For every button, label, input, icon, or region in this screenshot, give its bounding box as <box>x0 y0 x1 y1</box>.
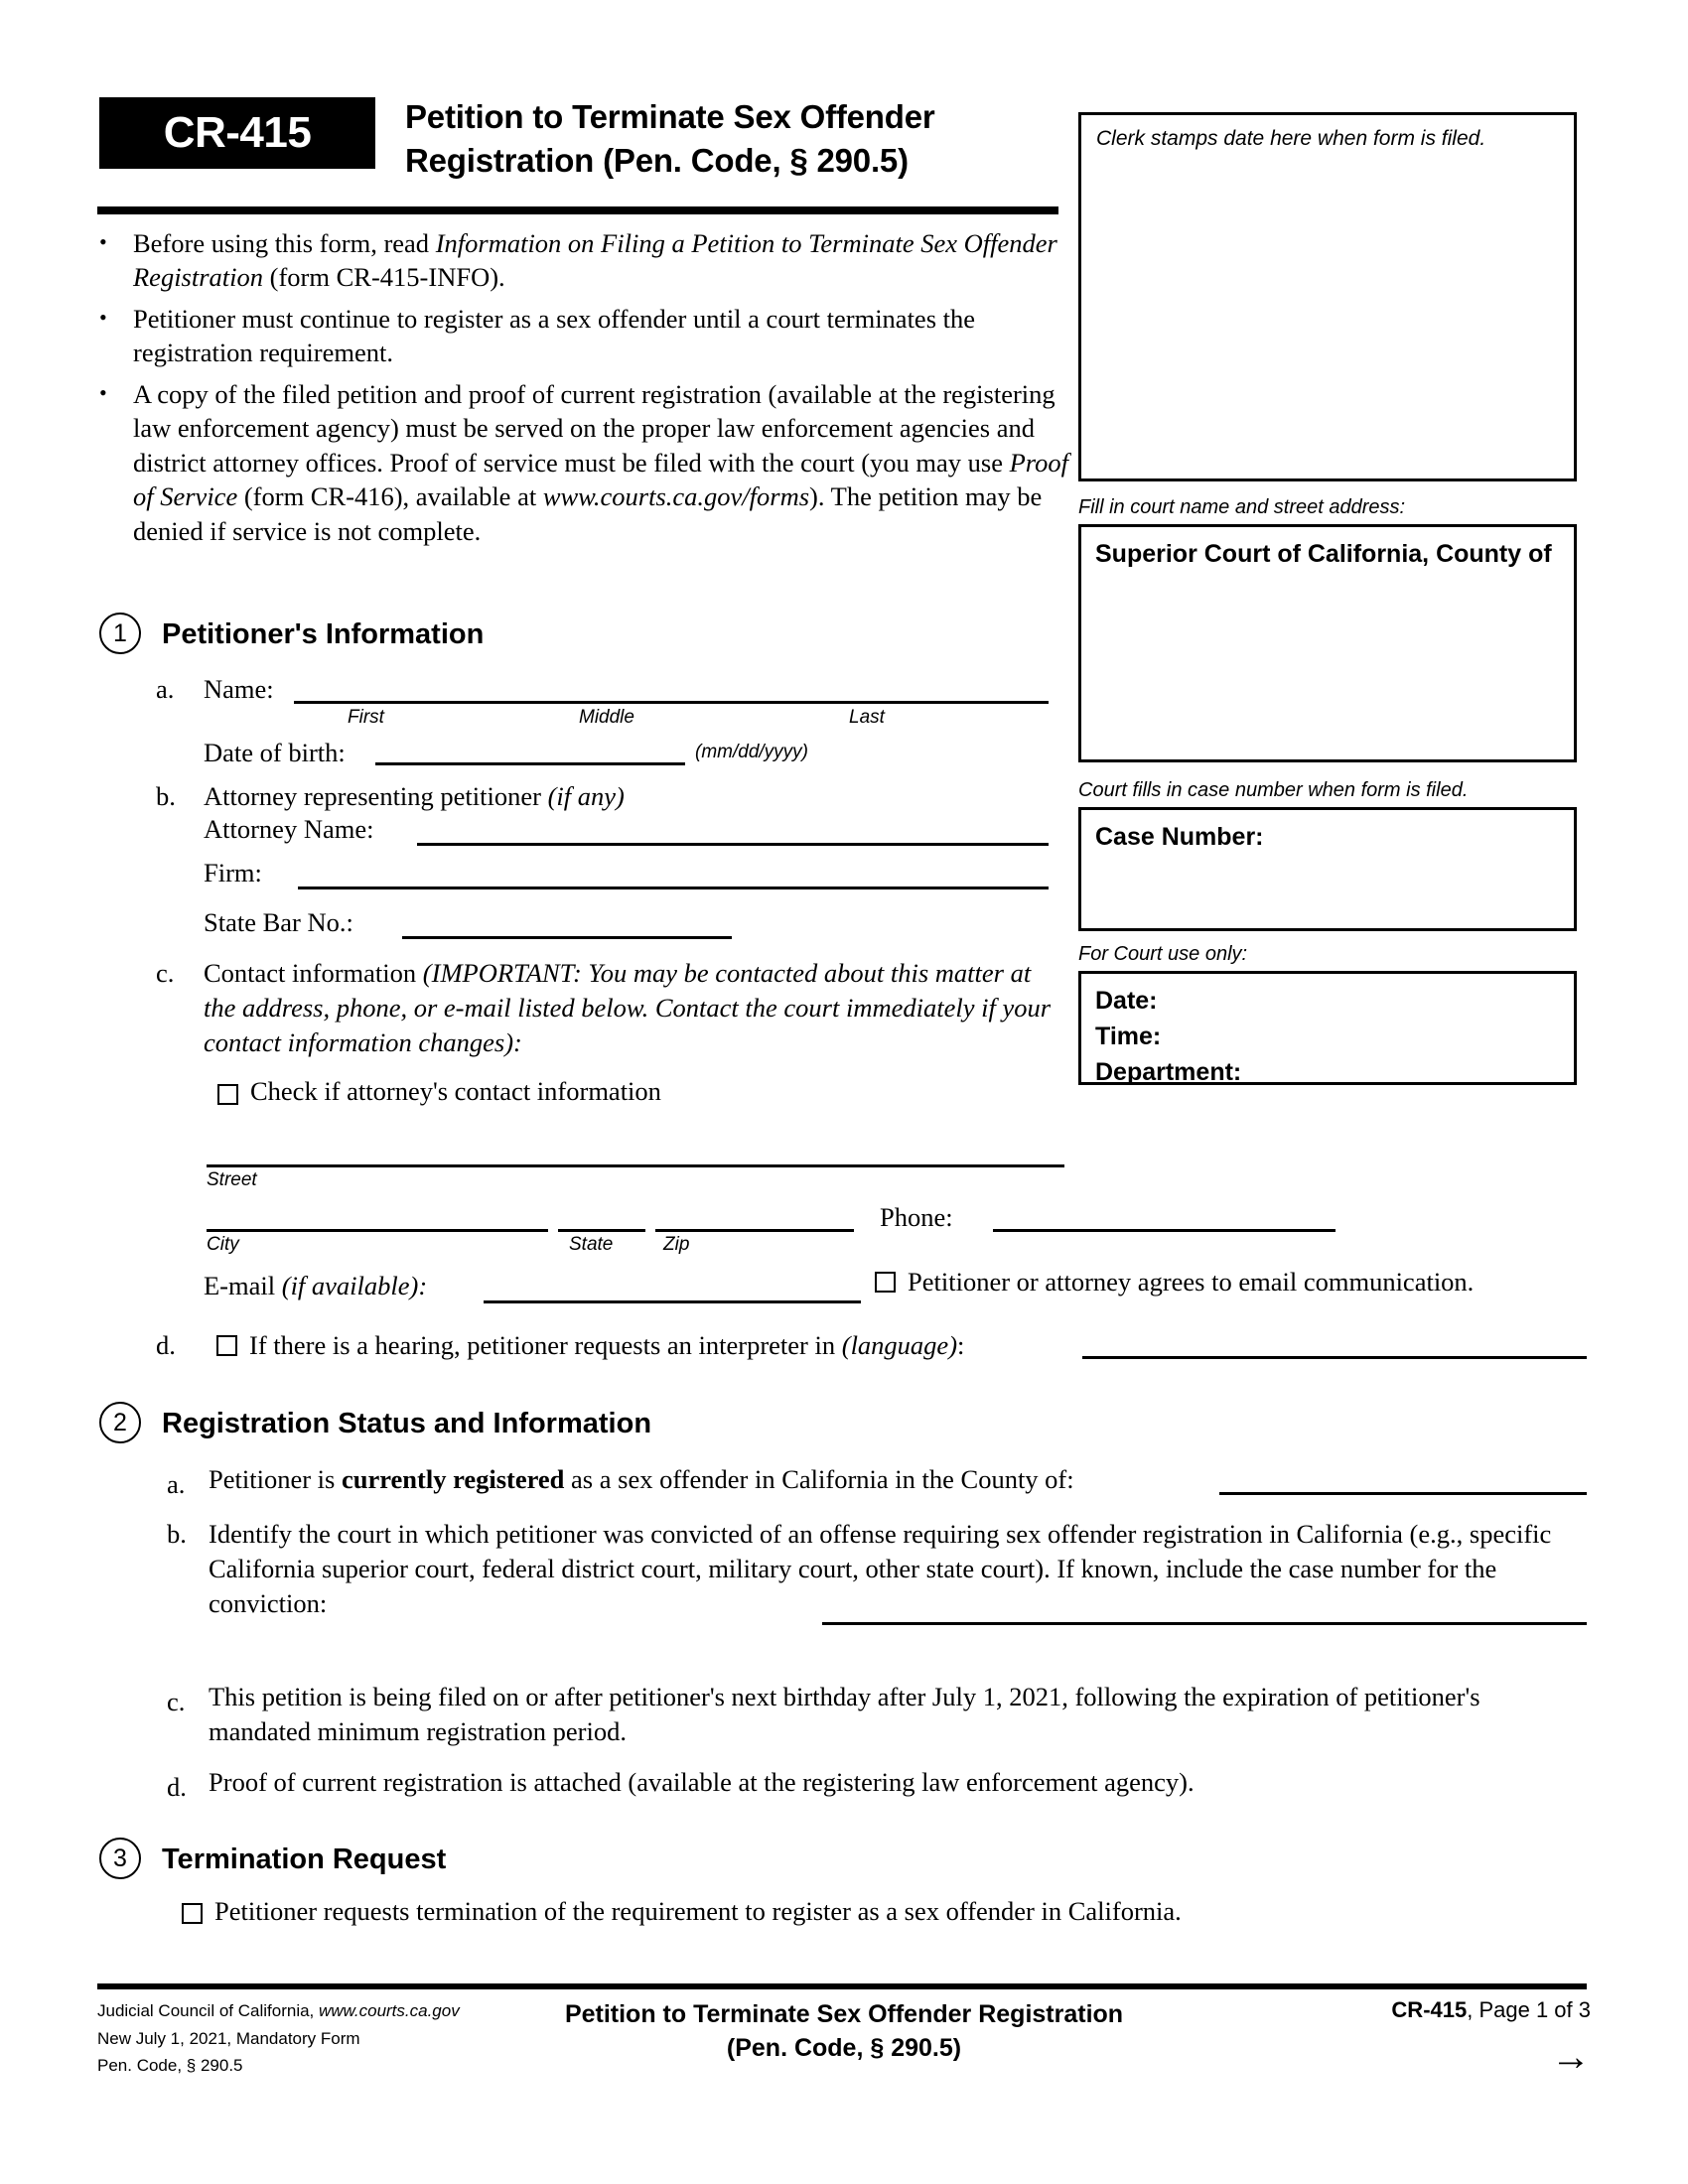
termination-request-checkbox[interactable] <box>182 1903 203 1924</box>
phone-label: Phone: <box>880 1202 953 1232</box>
bullet-icon: • <box>99 379 107 405</box>
bullet-icon: • <box>99 304 107 330</box>
form-title-line2: Registration (Pen. Code, § 290.5) <box>405 141 909 179</box>
item-2a-label: a. <box>167 1469 186 1499</box>
court-use-time: Time: <box>1095 1023 1162 1050</box>
termination-request-label: Petitioner requests termination of the requirement to register as a sex offender in California. <box>214 1896 1182 1926</box>
item-2b-text: Identify the court in which petitioner was convicted of an offense requiring sex offender registration in California (e.g., specific California superior court, federal district court, military court, other state court). If known, include the case number for the conviction: <box>209 1519 1552 1619</box>
footer-title-line1: Petition to Terminate Sex Offender Registration <box>564 2000 1124 2028</box>
court-use-label: For Court use only: <box>1078 943 1248 965</box>
page-title <box>405 95 1060 182</box>
item-2a-text: Petitioner is currently registered as a sex offender in California in the County of: <box>209 1464 1074 1494</box>
instructions-list <box>97 226 1070 555</box>
list-item <box>97 302 1070 370</box>
form-number-badge <box>99 97 375 169</box>
item-1a-label: a. <box>156 674 175 704</box>
footer-website: www.courts.ca.gov <box>319 2001 460 2020</box>
attorney-heading <box>204 779 625 813</box>
item-1b-label: b. <box>156 781 176 811</box>
attorney-heading-text: Attorney representing petitioner <box>204 781 548 811</box>
name-label: Name: <box>204 674 274 704</box>
firm-input[interactable] <box>298 887 1049 889</box>
contact-heading <box>204 956 1053 1061</box>
court-use-date: Date: <box>1095 987 1158 1015</box>
court-name-box[interactable] <box>1078 524 1577 762</box>
section-2-heading: Registration Status and Information <box>162 1408 652 1439</box>
state-label: State <box>569 1234 614 1255</box>
interpreter-label <box>249 1328 964 1362</box>
interpreter-text: If there is a hearing, petitioner requests an interpreter in <box>249 1330 842 1360</box>
attorney-name-input[interactable] <box>417 843 1049 846</box>
state-bar-input[interactable] <box>402 936 732 939</box>
form-number-text: CR-415 <box>163 108 312 157</box>
instruction-text: A copy of the filed petition and proof of current registration (available at the registering law enforcement agency) must be served on the proper law enforcement agencies and district attorney offices. Proof of service must be filed with the court (you may use Proof of Service (form CR-416), available at www.courts.ca.gov/forms). The petition may be denied if service is not complete. <box>133 378 1069 546</box>
street-label: Street <box>207 1169 257 1190</box>
contact-heading-italic: (IMPORTANT: You may be contacted about this matter at the address, phone, or e-mail listed below. Contact the court immediately if your contact information changes): <box>204 958 1052 1058</box>
section-2-number: 2 <box>99 1402 141 1443</box>
footer-right-block <box>1391 1997 1591 2023</box>
list-item <box>97 377 1070 548</box>
case-number-value: Case Number: <box>1095 823 1264 851</box>
clerk-stamp-note: Clerk stamps date here when form is filed. <box>1096 127 1486 150</box>
zip-label: Zip <box>663 1234 690 1255</box>
contact-heading-text: Contact information <box>204 958 423 988</box>
conviction-case-number-input[interactable] <box>822 1622 1587 1625</box>
footer-council-text: Judicial Council of California, <box>97 2001 319 2020</box>
court-name-value: Superior Court of California, County of <box>1095 540 1552 568</box>
bullet-icon: • <box>99 229 107 254</box>
clerk-stamp-box <box>1078 112 1577 481</box>
interpreter-input[interactable] <box>1082 1356 1587 1359</box>
section-1-heading: Petitioner's Information <box>162 618 485 650</box>
attorney-name-label: Attorney Name: <box>204 814 374 844</box>
name-first-label: First <box>348 707 384 728</box>
attorney-heading-italic: (if any) <box>547 781 625 811</box>
attorney-contact-label: Check if attorney's contact information <box>250 1076 661 1106</box>
name-input[interactable] <box>294 701 1049 704</box>
dob-format-hint: (mm/dd/yyyy) <box>695 742 808 762</box>
instruction-text: Petitioner must continue to register as a sex offender until a court terminates the registration requirement. <box>133 303 975 368</box>
interpreter-italic: (language) <box>841 1330 958 1360</box>
footer-form-code: CR-415 <box>1391 1997 1468 2022</box>
dob-input[interactable] <box>375 762 685 765</box>
phone-input[interactable] <box>993 1229 1336 1232</box>
next-page-arrow-icon: → <box>1551 2035 1591 2079</box>
footer-pen-code: Pen. Code, § 290.5 <box>97 2056 243 2076</box>
dob-label: Date of birth: <box>204 738 346 767</box>
state-input[interactable] <box>558 1229 645 1232</box>
interpreter-colon: : <box>957 1330 965 1360</box>
footer-left-block <box>97 1997 460 2080</box>
case-number-label: Court fills in case number when form is filed. <box>1078 779 1469 801</box>
email-agree-checkbox[interactable] <box>875 1272 896 1293</box>
section-3-heading: Termination Request <box>162 1843 447 1875</box>
section-1-number: 1 <box>99 613 141 654</box>
court-use-box[interactable] <box>1078 971 1577 1085</box>
footer-page-number: , Page 1 of 3 <box>1467 1997 1591 2022</box>
item-1d-label: d. <box>156 1330 176 1360</box>
email-label-text: E-mail <box>204 1271 282 1300</box>
item-1c-label: c. <box>156 958 175 988</box>
attorney-contact-checkbox[interactable] <box>217 1084 238 1105</box>
city-input[interactable] <box>207 1229 548 1232</box>
item-2d-text: Proof of current registration is attached (available at the registering law enforcement agency). <box>209 1767 1195 1797</box>
court-name-label: Fill in court name and street address: <box>1078 496 1406 518</box>
item-2b-label: b. <box>167 1519 187 1549</box>
email-agree-label: Petitioner or attorney agrees to email communication. <box>908 1267 1475 1297</box>
city-label: City <box>207 1234 239 1255</box>
state-bar-label: State Bar No.: <box>204 907 353 937</box>
footer-title-line2: (Pen. Code, § 290.5) <box>726 2034 962 2062</box>
email-label-italic: (if available): <box>281 1271 428 1300</box>
case-number-box[interactable] <box>1078 807 1577 931</box>
footer-divider <box>97 1983 1587 1989</box>
court-use-department: Department: <box>1095 1058 1242 1086</box>
item-2c-text: This petition is being filed on or after petitioner's next birthday after July 1, 2021, following the expiration of petitioner's mandated minimum registration period. <box>209 1682 1480 1747</box>
item-2d-label: d. <box>167 1772 187 1802</box>
instruction-text: Before using this form, read Information on Filing a Petition to Terminate Sex Offender Registration (form CR-415-INFO). <box>133 228 1057 293</box>
email-label <box>204 1269 427 1302</box>
item-2c-label: c. <box>167 1687 186 1716</box>
firm-label: Firm: <box>204 858 262 887</box>
email-input[interactable] <box>484 1300 861 1303</box>
list-item <box>97 226 1070 295</box>
footer-center-block <box>467 1997 1221 2065</box>
interpreter-checkbox[interactable] <box>216 1335 237 1356</box>
county-input[interactable] <box>1219 1492 1587 1495</box>
name-last-label: Last <box>849 707 885 728</box>
zip-input[interactable] <box>655 1229 854 1232</box>
header-divider <box>97 206 1058 214</box>
section-3-number: 3 <box>99 1838 141 1879</box>
street-input[interactable] <box>207 1164 1064 1167</box>
footer-revision-date: New July 1, 2021, Mandatory Form <box>97 2028 360 2048</box>
form-title-line1: Petition to Terminate Sex Offender <box>405 98 935 135</box>
name-middle-label: Middle <box>579 707 634 728</box>
